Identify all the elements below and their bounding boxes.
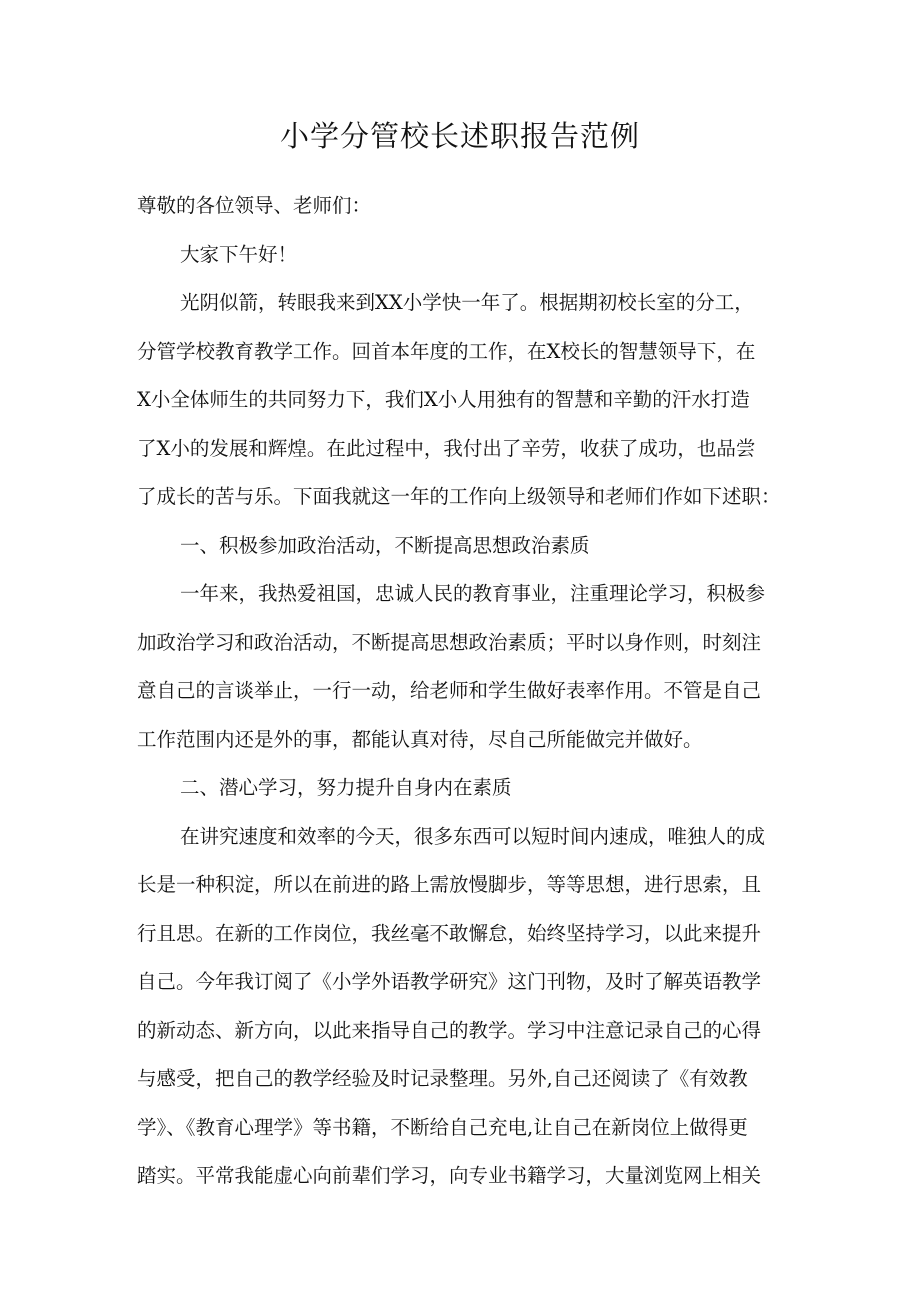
paragraph-line: X小全体师生的共同努力下，我们X小人用独有的智慧和辛勤的汗水打造	[137, 388, 750, 411]
paragraph-line: 分管学校教育教学工作。回首本年度的工作，在X校长的智慧领导下，在	[137, 339, 756, 363]
paragraph-line: 了成长的苦与乐。下面我就这一年的工作向上级领导和老师们作如下述职：	[137, 485, 781, 508]
paragraph-line: 加政治学习和政治活动，不断提高思想政治素质；平时以身作则，时刻注	[137, 630, 762, 654]
paragraph-line: 自己。今年我订阅了《小学外语教学研究》这门刊物，及时了解英语教学	[137, 970, 762, 993]
greeting: 大家下午好！	[180, 242, 298, 266]
document-title: 小学分管校长述职报告范例	[279, 119, 640, 153]
document-body	[137, 182, 797, 1201]
paragraph-line: 学》、《教育心理学》等书籍，不断给自己充电,让自己在新岗位上做得更	[137, 1115, 748, 1139]
section-heading-2: 二、潜心学习，努力提升自身内在素质	[180, 776, 512, 799]
paragraph-line: 工作范围内还是外的事，都能认真对待，尽自己所能做完并做好。	[137, 727, 703, 751]
paragraph-line: 与感受，把自己的教学经验及时记录整理。另外,自己还阅读了《有效教	[137, 1067, 748, 1090]
paragraph-line: 一年来，我热爱祖国，忠诚人民的教育事业，注重理论学习，积极参	[180, 582, 766, 605]
section-heading-1: 一、积极参加政治活动，不断提高思想政治素质	[180, 533, 590, 557]
salutation: 尊敬的各位领导、老师们：	[137, 194, 372, 217]
paragraph-line: 行且思。在新的工作岗位，我丝毫不敢懈怠，始终坚持学习，以此来提升	[137, 921, 762, 945]
paragraph-line: 意自己的言谈举止，一行一动，给老师和学生做好表率作用。不管是自己	[137, 679, 762, 702]
paragraph-line: 在讲究速度和效率的今天，很多东西可以短时间内速成，唯独人的成	[180, 824, 766, 848]
paragraph-line: 光阴似箭，转眼我来到XX小学快一年了。根据期初校长室的分工，	[180, 291, 754, 314]
paragraph-line: 踏实。平常我能虚心向前辈们学习，向专业书籍学习，大量浏览网上相关	[137, 1164, 762, 1187]
paragraph-line: 的新动态、新方向，以此来指导自己的教学。学习中注意记录自己的心得	[137, 1018, 762, 1042]
paragraph-line: 了X小的发展和辉煌。在此过程中，我付出了辛劳，收获了成功，也品尝	[137, 436, 756, 460]
paragraph-line: 长是一种积淀，所以在前进的路上需放慢脚步，等等思想，进行思索，且	[137, 873, 762, 896]
